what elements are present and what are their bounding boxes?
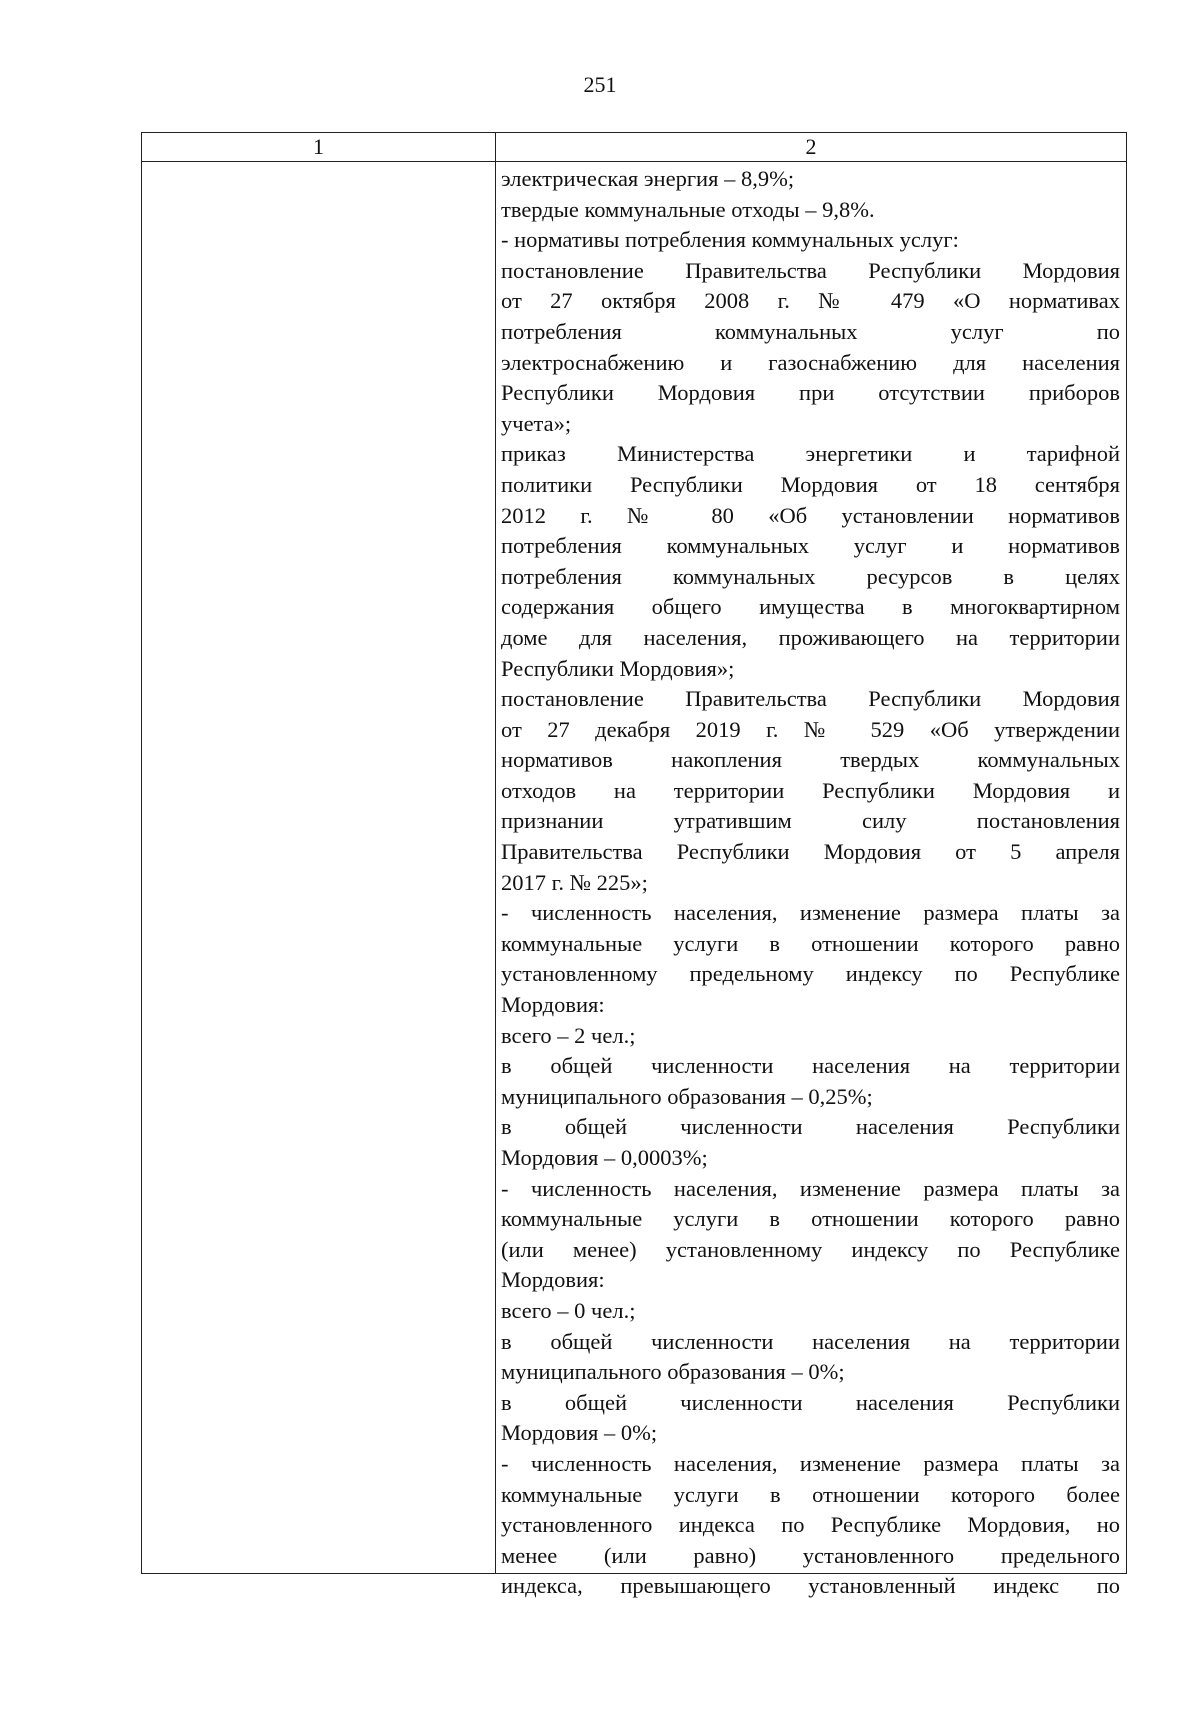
text-line: всего – 0 чел.; bbox=[501, 1297, 636, 1323]
text-line: нормативов накопления твердых коммунальных bbox=[501, 747, 1120, 773]
text-line: в общей численности населения на территории bbox=[501, 1053, 1120, 1079]
text-line: от 27 октября 2008 г. № 479 «О нормативах bbox=[501, 288, 1120, 314]
text-line: 2017 г. № 225»; bbox=[501, 869, 648, 895]
text-line: всего – 2 чел.; bbox=[501, 1022, 636, 1048]
text-line: потребления коммунальных ресурсов в целях bbox=[501, 563, 1120, 589]
document-table bbox=[141, 132, 1127, 1599]
text-line: электроснабжению и газоснабжению для населения bbox=[501, 349, 1120, 375]
text-line: 2012 г. № 80 «Об установлении нормативов bbox=[501, 502, 1120, 528]
text-line: постановление Правительства Республики Мордовия bbox=[501, 257, 1120, 283]
column-divider bbox=[495, 133, 496, 1573]
page-number: 251 bbox=[583, 72, 617, 97]
text-line: от 27 декабря 2019 г. № 529 «Об утверждении bbox=[501, 716, 1120, 742]
text-line: муниципального образования – 0%; bbox=[501, 1359, 845, 1385]
text-line: учета»; bbox=[501, 410, 572, 436]
text-line: отходов на территории Республики Мордовия и bbox=[501, 777, 1120, 803]
text-line: коммунальные услуги в отношении которого более bbox=[501, 1481, 1120, 1507]
text-line: твердые коммунальные отходы – 9,8%. bbox=[501, 196, 875, 222]
text-line: электрическая энергия – 8,9%; bbox=[501, 166, 795, 191]
text-line: в общей численности населения Республики bbox=[501, 1389, 1120, 1415]
text-line: приказ Министерства энергетики и тарифной bbox=[501, 441, 1120, 467]
text-line: Мордовия: bbox=[501, 1267, 605, 1293]
text-line: потребления коммунальных услуг и нормативов bbox=[501, 533, 1120, 559]
column-2-text bbox=[501, 164, 1120, 1602]
text-line: индекса, превышающего установленный индекс по bbox=[501, 1573, 1120, 1599]
text-line: Республики Мордовия»; bbox=[501, 655, 735, 681]
text-line: потребления коммунальных услуг по bbox=[501, 318, 1120, 344]
text-line: Мордовия – 0,0003%; bbox=[501, 1145, 708, 1170]
text-line: Мордовия: bbox=[501, 992, 605, 1018]
text-line: - нормативы потребления коммунальных услуг: bbox=[501, 227, 959, 253]
text-line: установленному предельному индексу по Республике bbox=[501, 961, 1120, 987]
text-line: в общей численности населения на территории bbox=[501, 1328, 1120, 1354]
text-line: менее (или равно) установленного предельного bbox=[501, 1542, 1120, 1568]
table-header-row bbox=[142, 133, 1126, 162]
text-line: признании утратившим силу постановления bbox=[501, 808, 1120, 834]
text-line: доме для населения, проживающего на территории bbox=[501, 624, 1120, 650]
text-line: содержания общего имущества в многоквартирном bbox=[501, 594, 1120, 620]
text-line: коммунальные услуги в отношении которого равно bbox=[501, 1206, 1120, 1232]
text-line: политики Республики Мордовия от 18 сентября bbox=[501, 471, 1120, 497]
text-line: муниципального образования – 0,25%; bbox=[501, 1083, 873, 1109]
text-line: Республики Мордовия при отсутствии приборов bbox=[501, 380, 1120, 406]
text-line: - численность населения, изменение размера платы за bbox=[501, 1175, 1120, 1201]
column-header-1: 1 bbox=[313, 134, 324, 159]
column-header-2: 2 bbox=[805, 134, 817, 159]
text-line: установленного индекса по Республике Мордовия, но bbox=[501, 1512, 1120, 1538]
text-line: постановление Правительства Республики Мордовия bbox=[501, 686, 1120, 712]
text-line: - численность населения, изменение размера платы за bbox=[501, 1450, 1120, 1476]
text-line: (или менее) установленному индексу по Республике bbox=[501, 1236, 1120, 1262]
text-line: Правительства Республики Мордовия от 5 апреля bbox=[501, 839, 1120, 865]
text-line: коммунальные услуги в отношении которого равно bbox=[501, 930, 1120, 956]
text-line: - численность населения, изменение размера платы за bbox=[501, 900, 1120, 926]
text-line: Мордовия – 0%; bbox=[501, 1420, 658, 1446]
text-line: в общей численности населения Республики bbox=[501, 1114, 1120, 1140]
